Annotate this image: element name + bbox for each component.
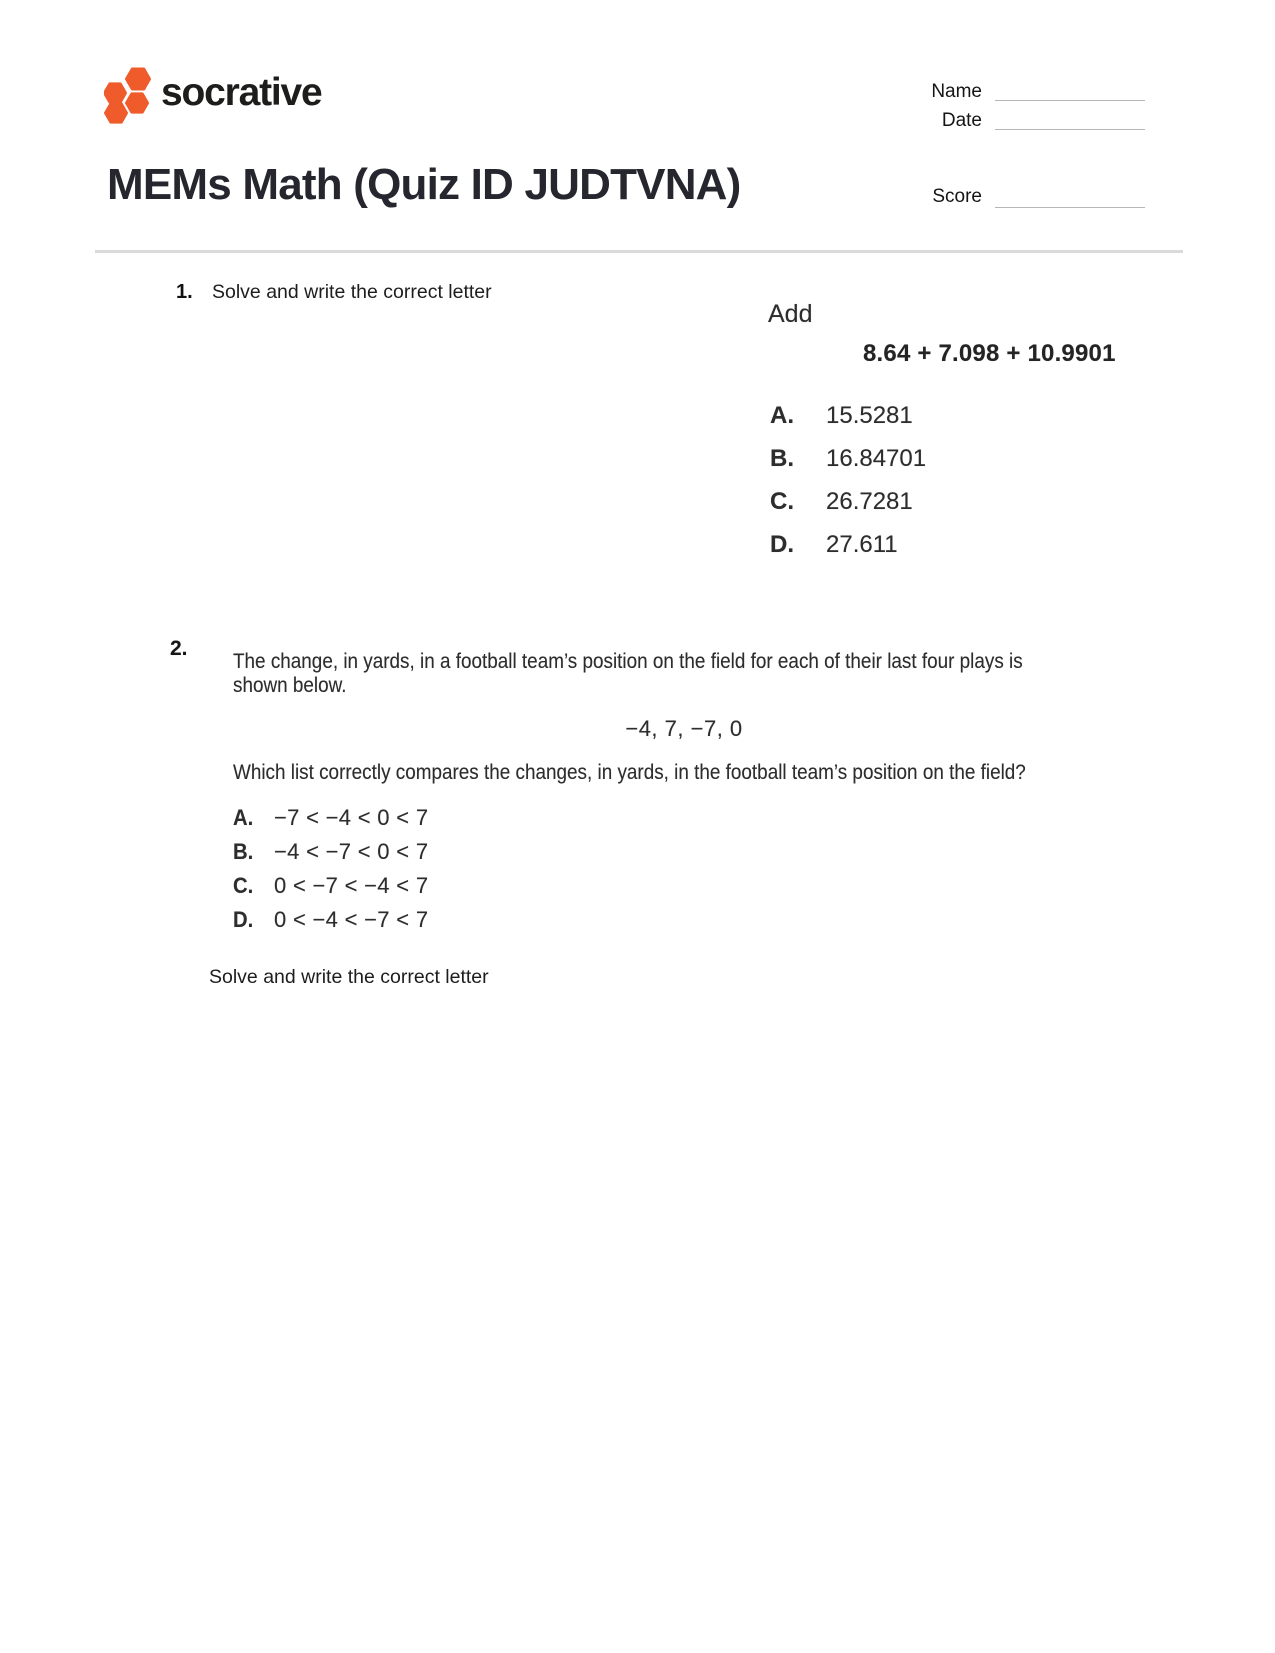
question-1-choice-c: [770, 488, 913, 516]
brand-wordmark: socrative: [161, 71, 322, 114]
question-1-prompt: Add: [768, 300, 813, 328]
choice-value: 0 < −7 < −4 < 7: [274, 873, 429, 898]
question-2-number-list: −4, 7, −7, 0: [625, 716, 743, 741]
choice-letter: B.: [233, 839, 254, 864]
choice-letter: A.: [233, 805, 254, 830]
question-2-body-line-2: shown below.: [233, 674, 347, 697]
question-1-choice-b: [770, 445, 926, 473]
question-2-question-text: Which list correctly compares the changes, in yards, in the football team’s position on the field?: [233, 761, 1026, 784]
choice-value: 15.5281: [826, 402, 913, 429]
quiz-title: MEMs Math (Quiz ID JUDTVNA): [107, 160, 741, 209]
header-divider: [95, 250, 1183, 253]
question-1-choice-a: [770, 402, 913, 430]
choice-value: 16.84701: [826, 445, 927, 472]
name-label: Name: [931, 81, 982, 102]
choice-letter: B.: [770, 445, 794, 472]
socrative-logo-icon: [104, 67, 151, 125]
choice-letter: C.: [770, 488, 794, 515]
choice-value: 27.611: [826, 531, 898, 558]
date-blank-line: [995, 129, 1145, 130]
question-2-choice-c: [233, 873, 428, 899]
question-2-body-line-1: The change, in yards, in a football team’s position on the field for each of their last four plays is: [233, 650, 1023, 673]
question-2-choice-a: [233, 805, 428, 831]
choice-letter: A.: [770, 402, 794, 429]
choice-letter: C.: [233, 873, 254, 898]
choice-value: 26.7281: [826, 488, 913, 515]
question-2-number: 2.: [170, 637, 188, 660]
question-1-number: 1.: [176, 281, 193, 303]
question-2-instruction: Solve and write the correct letter: [209, 966, 489, 988]
choice-value: 0 < −4 < −7 < 7: [274, 907, 429, 932]
question-1-instruction: Solve and write the correct letter: [212, 281, 492, 303]
choice-letter: D.: [233, 907, 254, 932]
choice-value: −4 < −7 < 0 < 7: [274, 839, 429, 864]
choice-value: −7 < −4 < 0 < 7: [274, 805, 429, 830]
question-1-choice-d: [770, 531, 898, 559]
score-label: Score: [932, 186, 982, 207]
choice-letter: D.: [770, 531, 794, 558]
question-1-expression: 8.64 + 7.098 + 10.9901: [863, 340, 1116, 367]
name-blank-line: [995, 100, 1145, 101]
question-2-choice-d: [233, 907, 428, 933]
question-2-choice-b: [233, 839, 428, 865]
score-blank-line: [995, 207, 1145, 208]
date-label: Date: [941, 110, 982, 131]
